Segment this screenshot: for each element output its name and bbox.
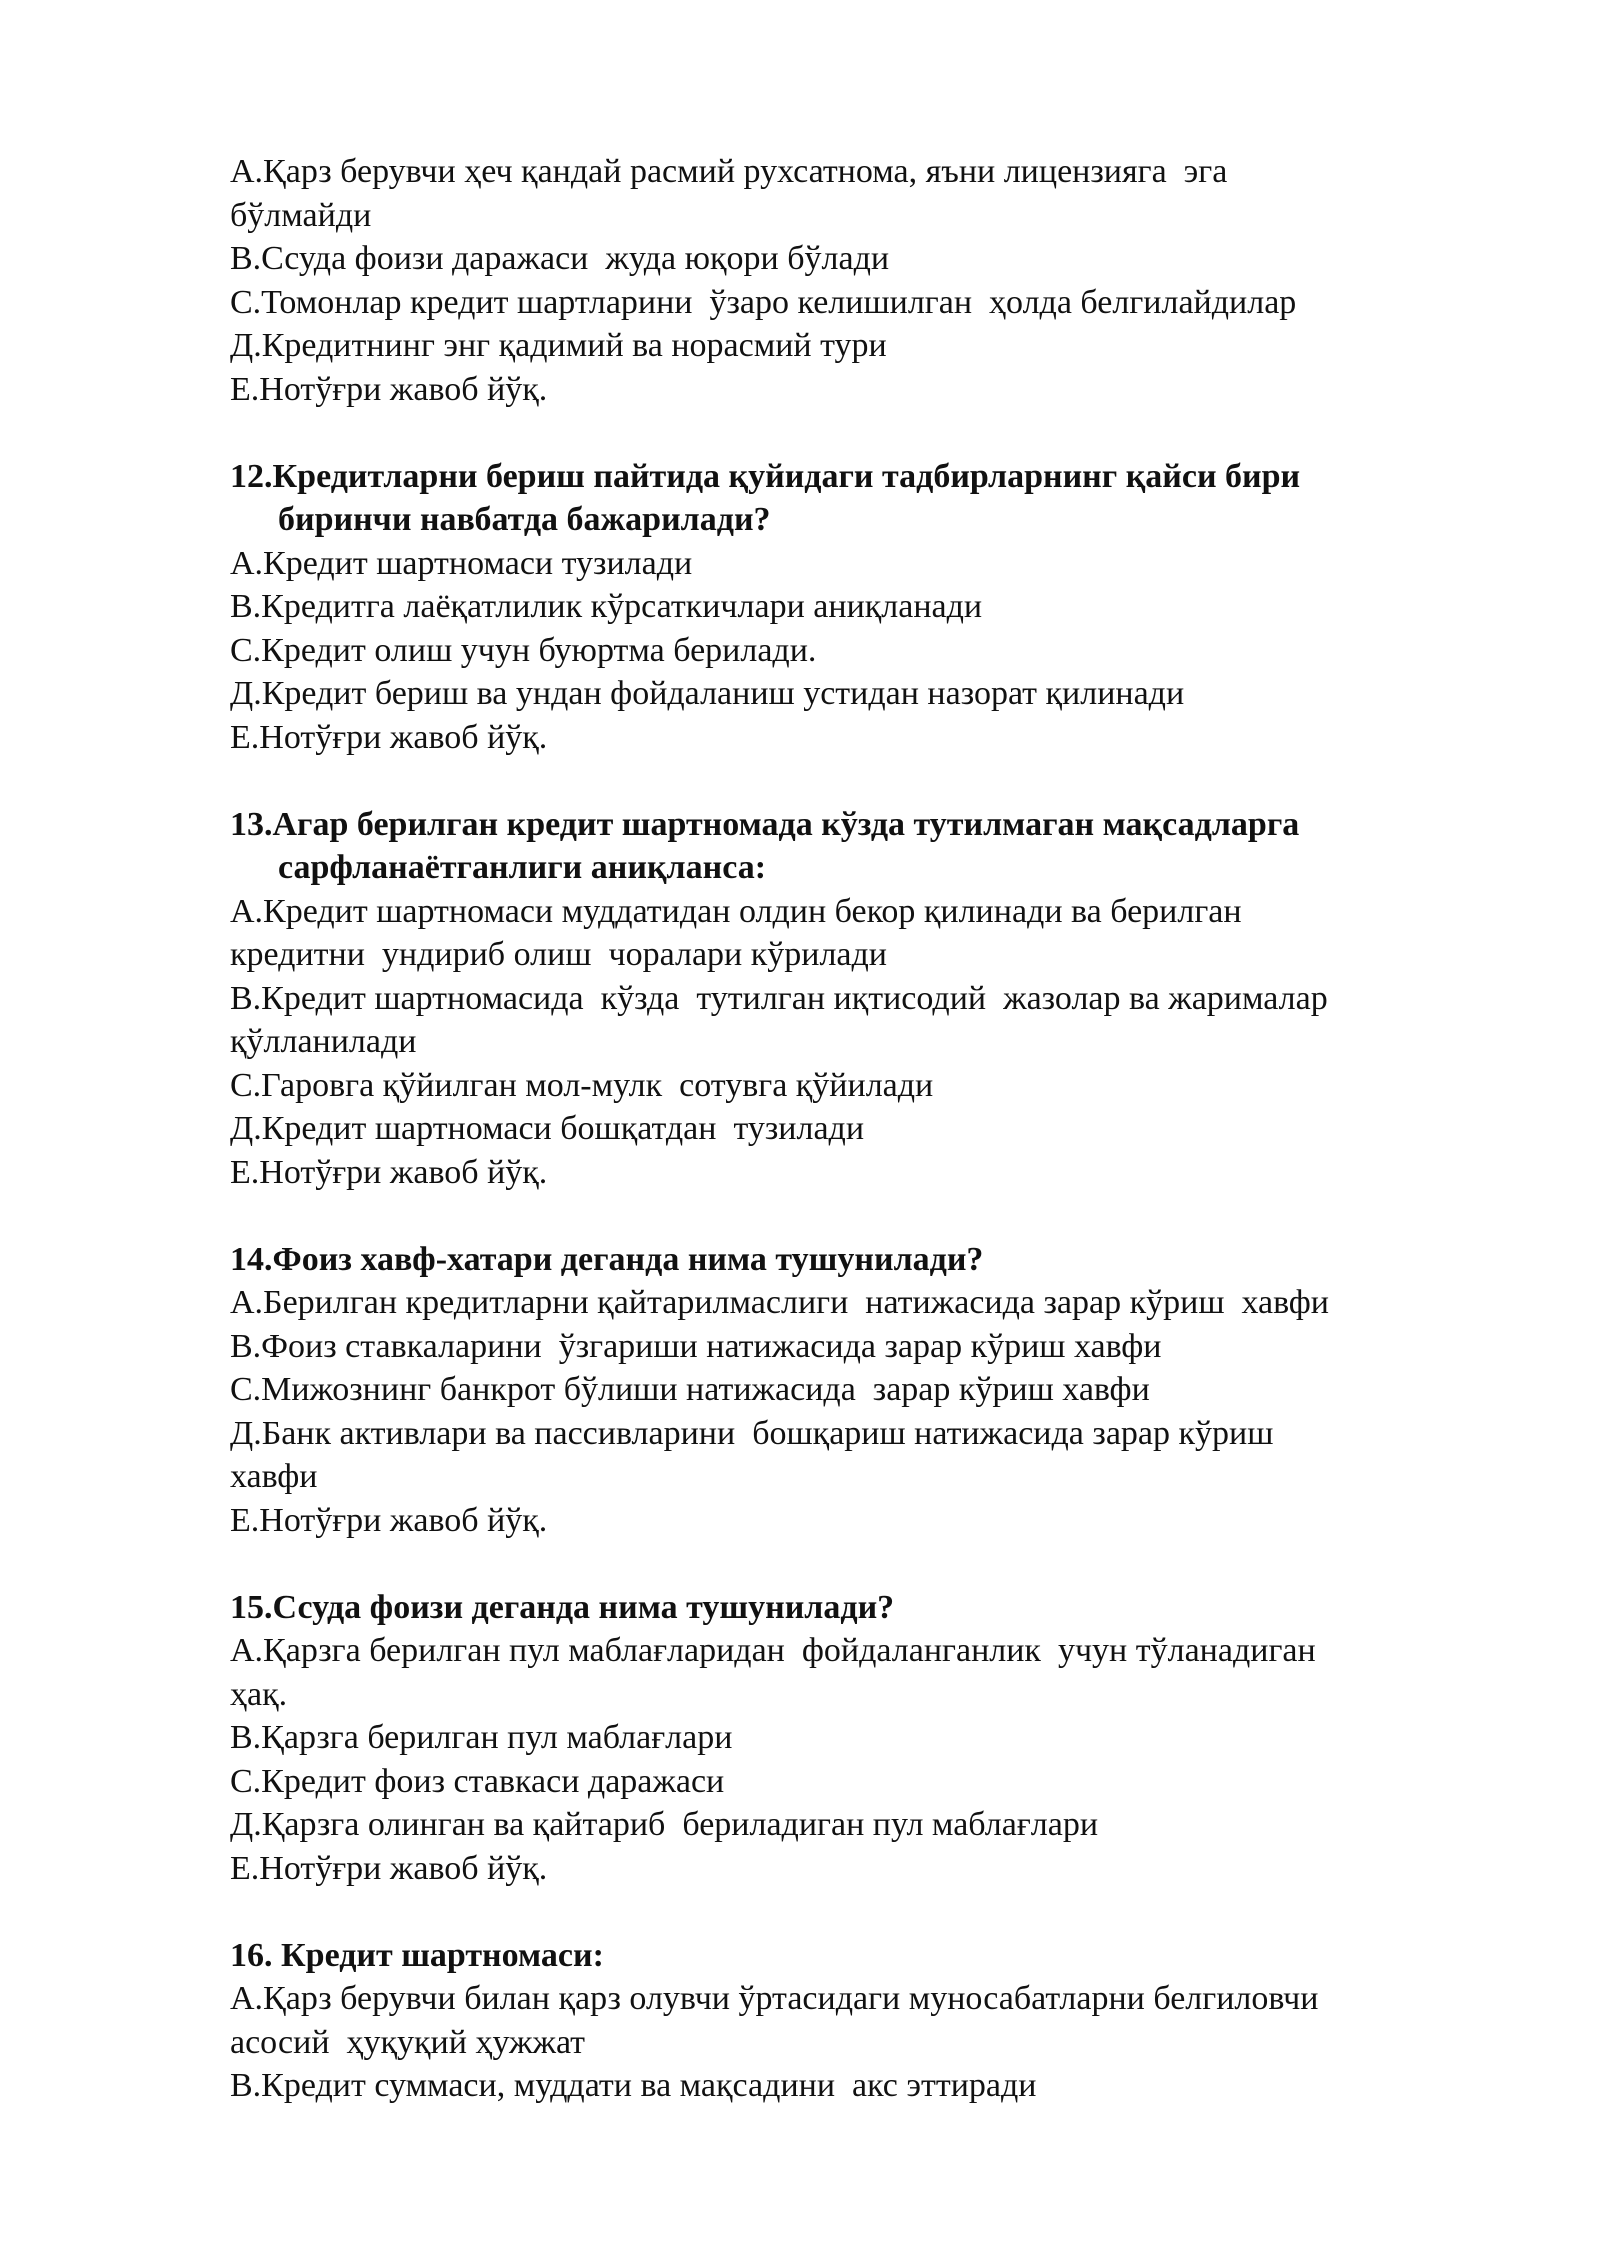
option-line: Е.Нотўғри жавоб йўқ. — [230, 370, 548, 408]
option-line: Д.Кредитнинг энг қадимий ва норасмий тури — [230, 327, 887, 364]
option-line: А.Қарзга берилган пул маблағларидан фойдаланганлик учун тўланадиган — [230, 1632, 1316, 1669]
option-line: В.Кредит суммаси, муддати ва мақсадини акс эттиради — [230, 2067, 1037, 2104]
option-line: А.Кредит шартномаси тузилади — [230, 544, 693, 582]
option-line: А.Кредит шартномаси муддатидан олдин бекор қилинади ва берилган — [230, 892, 1242, 930]
option-line: А.Қарз берувчи ҳеч қандай расмий рухсатнома, яъни лицензияга эга — [230, 153, 1228, 190]
page-content — [230, 150, 1470, 2108]
option-line: Д.Банк активлари ва пассивларини бошқариш натижасида зарар кўриш — [230, 1414, 1274, 1452]
option-line: Д.Қарзга олинган ва қайтариб бериладиган пул маблағлари — [230, 1806, 1099, 1843]
question-title-continued: биринчи навбатда бажарилади? — [278, 501, 771, 538]
option-line: бўлмайди — [230, 196, 372, 234]
option-line: А.Қарз берувчи билан қарз олувчи ўртасидаги муносабатларни белгиловчи — [230, 1980, 1319, 2017]
question-13 — [230, 803, 1470, 1195]
question-title: 14.Фоиз хавф-хатари деганда нима тушунилади? — [230, 1240, 984, 1278]
option-line: Е.Нотўғри жавоб йўқ. — [230, 1501, 548, 1539]
question-title: 13.Агар берилган кредит шартномада кўзда тутилмаган мақсадларга — [230, 805, 1300, 843]
option-line: С.Томонлар кредит шартларини ўзаро келишилган ҳолда белгилайдилар — [230, 283, 1297, 321]
option-line: В.Қарзга берилган пул маблағлари — [230, 1719, 733, 1756]
option-line: А.Берилган кредитларни қайтарилмаслиги натижасида зарар кўриш хавфи — [230, 1284, 1329, 1321]
option-line: Д.Кредит шартномаси бошқатдан тузилади — [230, 1110, 865, 1147]
question-title: 15.Ссуда фоизи деганда нима тушунилади? — [230, 1588, 895, 1626]
option-line: С.Гаровга қўйилган мол-мулк сотувга қўйилади — [230, 1066, 934, 1104]
spacer — [230, 1194, 1470, 1238]
option-line: В.Ссуда фоизи даражаси жуда юқори бўлади — [230, 240, 890, 277]
option-line: В.Кредит шартномасида кўзда тутилган иқтисодий жазолар ва жарималар — [230, 979, 1328, 1017]
question-title: 16. Кредит шартномаси: — [230, 1936, 604, 1974]
option-line: В.Кредитга лаёқатлилик кўрсаткичлари аниқланади — [230, 588, 983, 625]
option-line: В.Фоиз ставкаларини ўзгариши натижасида зарар кўриш хавфи — [230, 1327, 1162, 1365]
option-line: Е.Нотўғри жавоб йўқ. — [230, 1153, 548, 1191]
option-line: ҳақ. — [230, 1675, 288, 1713]
option-line: С.Кредит фоиз ставкаси даражаси — [230, 1762, 725, 1800]
question-16 — [230, 1934, 1470, 2108]
previous-question-options — [230, 150, 1470, 411]
option-line: кредитни ундириб олиш чоралари кўрилади — [230, 936, 887, 973]
option-line: Е.Нотўғри жавоб йўқ. — [230, 1849, 548, 1887]
question-title-continued: сарфланаётганлиги аниқланса: — [278, 849, 767, 886]
question-title: 12.Кредитларни бериш пайтида қуйидаги тадбирларнинг қайси бири — [230, 457, 1301, 495]
option-line: С.Кредит олиш учун буюртма берилади. — [230, 631, 817, 669]
option-line: асосий ҳуқуқий ҳужжат — [230, 2023, 586, 2061]
spacer — [230, 1890, 1470, 1934]
spacer — [230, 1542, 1470, 1586]
option-line: Е.Нотўғри жавоб йўқ. — [230, 718, 548, 756]
option-line: хавфи — [230, 1458, 318, 1495]
option-line: қўлланилади — [230, 1023, 417, 1060]
question-12 — [230, 455, 1470, 760]
question-15 — [230, 1586, 1470, 1891]
option-line: С.Мижознинг банкрот бўлиши натижасида зарар кўриш хавфи — [230, 1371, 1150, 1408]
spacer — [230, 759, 1470, 803]
option-line: Д.Кредит бериш ва ундан фойдаланиш устидан назорат қилинади — [230, 675, 1185, 712]
spacer — [230, 411, 1470, 455]
question-14 — [230, 1238, 1470, 1543]
